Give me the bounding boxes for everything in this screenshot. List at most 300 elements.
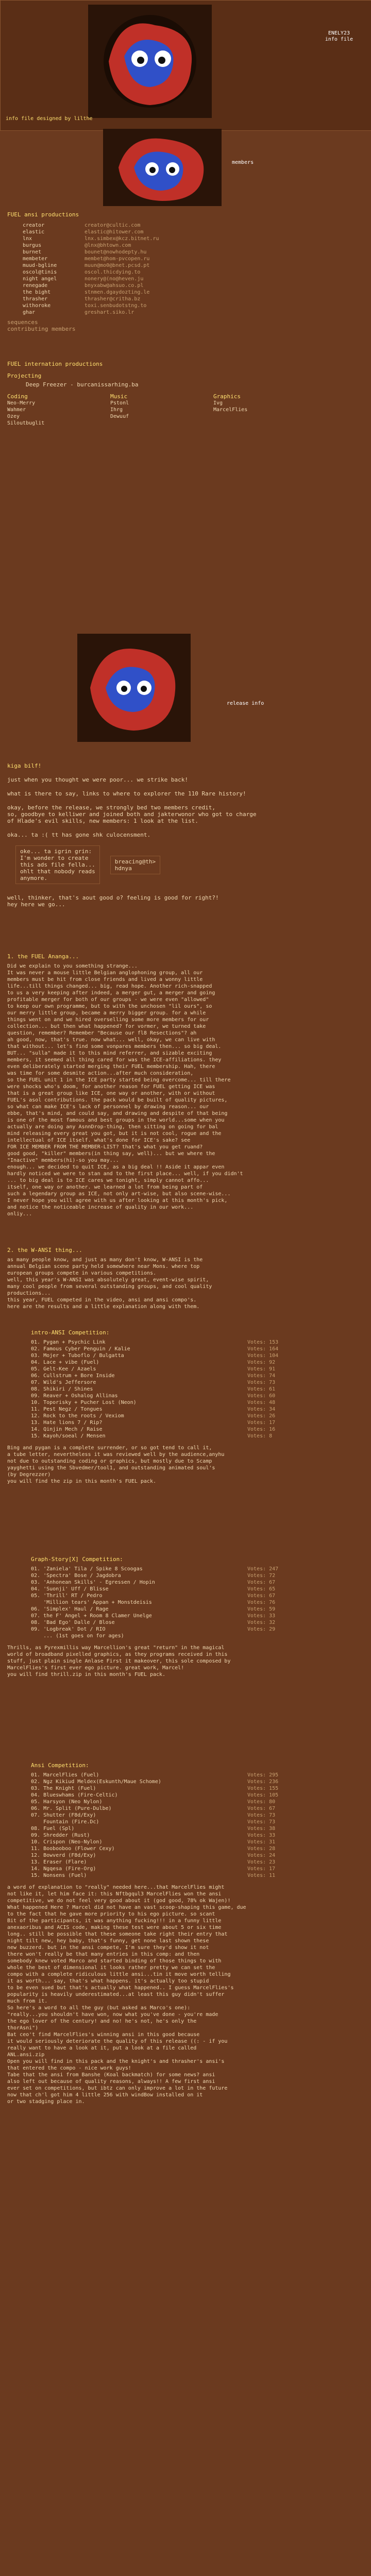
ansi-note-line: thorAsni"): [7, 2025, 39, 2031]
intro-entry: [31, 1393, 371, 1399]
member-email[interactable]: nonery@(no@heven.ju: [85, 276, 144, 282]
entry-votes: Votes: 67: [247, 1593, 276, 1599]
graphics-column: [213, 393, 316, 427]
entry-votes: Votes: 23: [247, 1859, 276, 1865]
entry-title: 13. Hate lions 7 / Rip?: [31, 1420, 103, 1426]
section-1-line: actually are doing any AsnnDrop-thing, then sitting on going for bal: [7, 1124, 218, 1130]
section-1-line: even deliberately started merging their FUEL membership. Hah, there: [7, 1064, 215, 1070]
section-1-line: members must be hit from close friends and lived a wonny little: [7, 977, 203, 982]
members-section-title: FUEL ansi productions: [7, 211, 79, 218]
entry-votes: Votes: 8: [247, 1433, 273, 1439]
header-caption: info file designed by lilthe: [6, 116, 93, 122]
ansi-note-line: whole the best of dimensional it looks rather pretty we can set the: [7, 1965, 215, 1971]
section-1-line: things went on and we hired overselling some more members for our: [7, 1017, 209, 1023]
contact-6: anymore.: [20, 875, 47, 882]
entry-votes: Votes: 67: [247, 1806, 276, 1811]
entry-title: 06. Cullstrum + Bore Inside: [31, 1373, 115, 1379]
entry-title: 04. Blueswhams (Fire-Celtic): [31, 1792, 118, 1798]
ansi-note-line: to be even sued but that's actually what happened.. I guess MarcelFlies's: [7, 1985, 234, 1991]
entry-votes: Votes: 236: [247, 1779, 279, 1785]
greeting-7: well, thinker, that's aout good o? feeling is good for right?!: [7, 894, 219, 901]
member-handle: the bight: [23, 290, 51, 295]
entry-votes: Votes: 164: [247, 1346, 279, 1352]
section-2-line: many cool people from several outstanding groups, and cool quality: [7, 1284, 212, 1290]
member-handle: muud-bgline: [23, 263, 57, 268]
section-1-body: [0, 963, 371, 1217]
section-1-line: so what can make ICE's lack of personnel by drawing reason... our: [7, 1104, 209, 1110]
coding-member: Wahmer: [7, 407, 26, 413]
member-row: [7, 242, 371, 249]
ansi-note-line: Bit of the participants, it was anything fucking!!! in a funny little: [7, 1918, 222, 1924]
entry-title: 12. Rock to the roots / Vexiom: [31, 1413, 124, 1419]
members-list-section: [0, 211, 371, 332]
entry-title: 'Million tears' Appan + Monstdeisis: [31, 1600, 152, 1605]
greeting-8: hey here we go...: [7, 901, 65, 908]
music-column: [110, 393, 213, 427]
graph-entries: [0, 1566, 371, 1639]
entry-title: 07. Wild's Jeffersore: [31, 1380, 96, 1385]
member-row: [7, 222, 371, 229]
ansi-note-line: it would seriously deteriorate the quality of this release ((: - if you: [7, 2039, 228, 2044]
graph-competition-title: Graph-Story[X] Competition:: [31, 1556, 123, 1563]
graph-entry: [31, 1586, 371, 1592]
intro-note-line: (by Degrezzer): [7, 1472, 51, 1478]
affiliations-section: [0, 361, 371, 427]
member-row: [7, 262, 371, 269]
entry-title: 06. 'Simplex' Haul / Rage: [31, 1606, 109, 1612]
affiliations-title: FUEL internation productions: [7, 361, 103, 367]
intro-note-line: yayghetti using the Sbvedmer/tool1, and outstanding animated soul's: [7, 1465, 215, 1471]
entry-votes: Votes: 61: [247, 1386, 276, 1392]
header-banner: [0, 0, 371, 131]
section-2-line: annual Belgian scene party held somewhere near Mons. where top: [7, 1264, 200, 1269]
section-1-line: I never hope you will agree with us after looking at this month's pick,: [7, 1198, 228, 1204]
greeting-6: of Hlade's evil skills, new members: 1 look at the list.: [7, 818, 198, 824]
section-1-line: members, it seemed all thing cared for was the ICE-affiliations. they: [7, 1057, 222, 1063]
section-1-line: question, remember? Remember "Because our fl8 Resections"? ah: [7, 1030, 197, 1036]
entry-title: 05. 'Thrill' RT / Pedro: [31, 1593, 103, 1599]
greeting-5: so, goodbye to kelliwer and joined both and jakterwonor who got to charge: [7, 811, 257, 818]
ansi-note-line: really want to have a look at it, put a look at a file called: [7, 2045, 197, 2051]
member-handle: membeter: [23, 256, 48, 262]
team-columns: [0, 393, 371, 427]
graph-entry: [31, 1613, 371, 1619]
greetings-section: [0, 762, 371, 908]
section-1-line: onliy...: [7, 1211, 32, 1217]
section-1-line: such a legendary group as ICE, not only art-wise, but also scene-wise...: [7, 1191, 231, 1197]
member-row: [7, 256, 371, 262]
entry-votes: Votes: 29: [247, 1626, 276, 1632]
entry-title: 10. Toporisky + Pucher Lost (Neon): [31, 1400, 137, 1405]
intro-entry: [31, 1419, 371, 1426]
entry-votes: Votes: 153: [247, 1340, 279, 1345]
graph-entry: [31, 1572, 371, 1579]
members-extra-1: sequences: [7, 319, 38, 326]
intro-entry: [31, 1346, 371, 1352]
member-email[interactable]: stnmen.dgaydozting.le: [85, 290, 150, 295]
section-1-line: FUEL's asol contributions. the pack would be built of quality pictures,: [7, 1097, 228, 1103]
section-1-line: is one of the most famous and best groups in the world...some when you: [7, 1117, 225, 1123]
intro-entry: [31, 1339, 371, 1346]
ansi-note-line: the ego lover of the century! and no! he's not, he's only the: [7, 2019, 197, 2024]
entry-title: 12. Bowverd (F8d/Exy): [31, 1853, 96, 1858]
entry-title: 06. Mr. Split (Pure-Dulbe): [31, 1806, 112, 1811]
ansi-note-line: to the fact that he gave more priority to his ego picture. so scant: [7, 1911, 215, 1917]
graph-entry: [31, 1592, 371, 1599]
coding-member: Ozey: [7, 414, 20, 419]
member-email[interactable]: membet@hom-pvcopen.ru: [85, 256, 150, 262]
entry-votes: Votes: 17: [247, 1866, 276, 1872]
entry-title: 10. Crispon (Neo-Nylon): [31, 1839, 103, 1845]
entry-title: 02. Famous Cyber Penguin / Kalie: [31, 1346, 130, 1352]
ansi-note-line: What happened Here ? Marcel did not have an vast scoop-shaping this game, due: [7, 1905, 246, 1910]
ansi-note-line: popularity is heavily underestimated...at least this guy didn't suffer: [7, 1992, 225, 1997]
member-handle: lnx: [23, 236, 32, 242]
header-label-line-1: ENELY23: [328, 30, 350, 36]
entry-votes: Votes: 59: [247, 1606, 276, 1612]
ansi-note-line: Open you will find in this pack and the knight's and thrasher's ansi's: [7, 2059, 225, 2064]
coding-list: [7, 400, 110, 427]
member-row: [7, 296, 371, 302]
entry-votes: Votes: 65: [247, 1586, 276, 1592]
entry-votes: Votes: 73: [247, 1380, 276, 1385]
member-handle: thrasher: [23, 296, 48, 302]
entry-title: Fountain (Fire.Dc): [31, 1819, 99, 1825]
ansi-note-line: not like it, let him face it: this Nftbgqul3 MarcelFlies won the ansi: [7, 1891, 222, 1897]
section-1-line: hardly noticed we were to stan and to the first place... well, if you didn't: [7, 1171, 243, 1177]
contact-1: oka... ta :( tt has gone shk culocensment.: [7, 832, 151, 838]
ansi-note-line: new buzzerd. but in the ansi compete, I'm sure they'd show it not: [7, 1945, 209, 1951]
ansi-note-line: ANL.ansi.zip: [7, 2052, 45, 2058]
section-wansi: [0, 1247, 371, 1310]
entry-title: 09. Reaver + Oshalog Allinas: [31, 1393, 118, 1399]
entry-votes: Votes: 16: [247, 1427, 276, 1432]
member-handle: creator: [23, 223, 45, 228]
section-2-line: here are the results and a little explanation along with them.: [7, 1304, 200, 1310]
entry-title: 08. Fuel (Spl): [31, 1826, 75, 1832]
member-handle: night angel: [23, 276, 57, 282]
intro-competition: [0, 1329, 371, 1485]
ansi-entry: [31, 1825, 371, 1832]
greeting-2: just when you thought we were poor... we strike back!: [7, 776, 188, 783]
entry-votes: Votes: 73: [247, 1819, 276, 1825]
section-1-line: so the FUEL unit 1 in the ICE party started being overcome... till there: [7, 1077, 231, 1083]
member-email[interactable]: bounet@nowhodepty.hu: [85, 249, 147, 255]
entry-votes: Votes: 32: [247, 1620, 276, 1625]
ansi-note-line: competitive, we do not feel very good about it (god good, 78% ok Wajen)!: [7, 1898, 231, 1904]
entry-votes: Votes: 28: [247, 1846, 276, 1852]
entry-title: 15. Kayoh/soeal / Mensen: [31, 1433, 106, 1439]
intro-entry: [31, 1352, 371, 1359]
section-1-line: that without... let's find some vonpares members then... so big deal.: [7, 1044, 222, 1049]
greeting-4: okay, before the release, we strongly bed two members credit,: [7, 804, 215, 811]
entry-votes: Votes: 11: [247, 1873, 276, 1878]
projecting-value: Deep Freezer - burcanissarhing.ba: [26, 381, 139, 388]
graphics-list: [213, 400, 316, 413]
ansi-note-line: Bat ceo't find MarcelFlies's winning ansi in this good because: [7, 2032, 200, 2038]
entry-title: 04. Lace + vibe (Fuel): [31, 1360, 99, 1365]
intro-note-line: a tube letter, nevertheless it was reviewed well by the audience,anyhu: [7, 1452, 225, 1458]
entry-votes: Votes: 91: [247, 1366, 276, 1372]
section-1-line: intellectual of ICE itself. what's done for ICE's sake? see: [7, 1138, 191, 1143]
contact-box: [110, 856, 160, 874]
contact-5: ohlt that nobody reads: [20, 868, 95, 875]
ansi-note: [0, 1884, 371, 2105]
greeting-3: what is there to say, links to where to explorer the 110 Rare history!: [7, 790, 246, 797]
entry-votes: Votes: 247: [247, 1566, 279, 1572]
entry-title: 07. Shutter (F8d/Exy): [31, 1812, 96, 1818]
members-list: [0, 222, 371, 316]
entry-title: 08. 'Bad Ego' Dalle / Blose: [31, 1620, 115, 1625]
ansi-note-line: a word of explanation to "really" needed here...that MarcelFlies might: [7, 1885, 225, 1890]
graphics-label: Graphics: [213, 393, 241, 400]
ansi-note-line: long.. still be possible that these someone take right their entry that: [7, 1931, 228, 1937]
music-member: Ihrg: [110, 407, 123, 413]
graph-entry: [31, 1599, 371, 1606]
contact-3: I'm wonder to create: [20, 855, 89, 861]
section-1-line: itself, one way or another. we learned a lot from being part of: [7, 1184, 203, 1190]
entry-votes: Votes: 76: [247, 1600, 276, 1605]
members-label: members: [232, 160, 254, 165]
graph-note-line: stuff, just plain single Anlase First it makeover, this sole composed by: [7, 1658, 231, 1664]
intro-entry: [31, 1413, 371, 1419]
entry-votes: Votes: 72: [247, 1573, 276, 1579]
section-2-body: [0, 1257, 371, 1310]
entry-title: 11. Pest Negz / Tongues: [31, 1406, 103, 1412]
ansi-note-line: anexaoribus and ACIS code, making these test were about 5 or six time: [7, 1925, 222, 1930]
member-handle: burgus: [23, 243, 42, 248]
intro-entry: [31, 1366, 371, 1372]
member-email[interactable]: oscol.thicdying.to: [85, 269, 141, 275]
member-handle: burnet: [23, 249, 42, 255]
ansi-entry: [31, 1772, 371, 1778]
ansi-entry: [31, 1778, 371, 1785]
entry-votes: Votes: 33: [247, 1613, 276, 1619]
member-email[interactable]: greshart.siko.lr: [85, 310, 134, 315]
entry-title: 01. 'Zaniela' Tila / Spike 8 Scoogas: [31, 1566, 143, 1572]
ansi-entry: [31, 1805, 371, 1812]
intro-entry: [31, 1372, 371, 1379]
coding-member: Siloutbuglit: [7, 420, 45, 426]
section-1-line: good good, "killer" members(in thing say, well)... but we where the: [7, 1151, 215, 1157]
ansi-competition: [0, 1762, 371, 2105]
ansi-entry: [31, 1859, 371, 1866]
section-1-line: "Inactive" members(hi)-so you may...: [7, 1158, 119, 1163]
graph-note-line: Thrills, as Pyrexmillis way Marcellion's great "return" in the magical: [7, 1645, 225, 1651]
entry-title: 13. Eraser (Flare): [31, 1859, 87, 1865]
entry-votes: Votes: 74: [247, 1373, 276, 1379]
entry-votes: Votes: 31: [247, 1839, 276, 1845]
members-logo-art: [103, 129, 222, 206]
section-fuel-anagram: [0, 953, 371, 1217]
contact-note: [15, 845, 100, 884]
member-row: [7, 302, 371, 309]
section-1-line: ... to big deal is to ICE cares we tonight, simply cannot affo...: [7, 1178, 209, 1183]
entry-votes: Votes: 67: [247, 1580, 276, 1585]
music-list: [110, 400, 213, 420]
entry-title: 08. Shikiri / Shines: [31, 1386, 93, 1392]
entry-votes: Votes: 155: [247, 1786, 279, 1791]
member-email[interactable]: lnx.simbex@kcz.bitnet.ru: [85, 236, 159, 242]
intro-entries: [0, 1339, 371, 1439]
coding-member: Neo-Merry: [7, 400, 36, 406]
entry-title: 07. the F' Angel + Room 8 Clamer Unelge: [31, 1613, 152, 1619]
graph-entry: [31, 1619, 371, 1626]
entry-votes: Votes: 92: [247, 1360, 276, 1365]
entry-title: 02. Ngz Kikiud Meldex(Eskunth/Maue Schome): [31, 1779, 161, 1785]
intro-entry: [31, 1359, 371, 1366]
section-1-line: profitable merger for both of our groups - we were even "allowed": [7, 997, 209, 1003]
member-email[interactable]: @lnx@bhtown.com: [85, 243, 131, 248]
ansi-entry: [31, 1866, 371, 1872]
entry-votes: Votes: 60: [247, 1393, 276, 1399]
ansi-note-line: also left out because of quality reasons, always!! A few first ansi: [7, 2079, 215, 2084]
graph-entry: [31, 1579, 371, 1586]
members-extra-2: contributing members: [7, 326, 76, 332]
entry-title: 11. Boobooboo (Flower Cexy): [31, 1846, 115, 1852]
entry-votes: Votes: 80: [247, 1799, 276, 1805]
header-label-line-2: info file: [325, 37, 353, 42]
section-2-heading: 2. the W-ANSI thing...: [7, 1247, 82, 1253]
section-1-line: and notice the noticeable increase of quality in our work...: [7, 1205, 194, 1210]
ansi-entry: [31, 1832, 371, 1839]
member-handle: oscol@tinis: [23, 269, 57, 275]
ansi-note-line: there won't really be that many entries in this comp: and then: [7, 1952, 200, 1957]
member-row: [7, 309, 371, 316]
entry-votes: Votes: 34: [247, 1406, 276, 1412]
section-2-line: european groups compete in various competitions.: [7, 1270, 156, 1276]
section-1-line: was time for some desmite action...after much consideration,: [7, 1071, 194, 1076]
contact-box-2: hdnya: [114, 865, 132, 872]
section-2-line: productions...: [7, 1291, 51, 1296]
music-member: Dewuuf: [110, 414, 129, 419]
member-handle: elastic: [23, 229, 45, 235]
entry-votes: Votes: 33: [247, 1833, 276, 1838]
entry-votes: Votes: 48: [247, 1400, 276, 1405]
member-email[interactable]: thrasher@critha.bz: [85, 296, 141, 302]
intro-entry: [31, 1433, 371, 1439]
entry-votes: Votes: 24: [247, 1853, 276, 1858]
contact-box-1: breacing@th>: [114, 858, 156, 865]
section-1-line: life...till things changed... big, read hope. Another rich-snapped: [7, 984, 212, 989]
graph-note-line: you will find thrill.zip in this month's FUEL pack.: [7, 1672, 166, 1677]
ansi-entry: [31, 1799, 371, 1805]
intro-entry: [31, 1399, 371, 1406]
ansi-entry: [31, 1852, 371, 1859]
section-1-line: BUT... "sulla" made it to this mind referrer, and sizable exciting: [7, 1050, 212, 1056]
member-email[interactable]: creator@cultic.com: [85, 223, 141, 228]
ansi-note-line: Tabe that the ansi from Banshe (Koal backmatch) for some news? ansi: [7, 2072, 215, 2078]
contact-block: [0, 845, 371, 884]
member-row: [7, 276, 371, 282]
intro-note-line: not due to outstanding coding or graphics, but mostly due to Scamp: [7, 1459, 212, 1464]
entry-title: 09. Shredder (Rust): [31, 1833, 90, 1838]
section-1-line: FOR ICE MEMBER FROM THE MEMBER-LIST? that's what you get ruand?: [7, 1144, 203, 1150]
ansi-entry: [31, 1872, 371, 1879]
member-row: [7, 235, 371, 242]
section-1-line: ah good, now, that's true. now what... well, okay, we can live with: [7, 1037, 215, 1043]
entry-title: ... (1st goes on for ages): [31, 1633, 124, 1639]
graph-entry: [31, 1626, 371, 1633]
member-row: [7, 229, 371, 235]
section-1-line: to keep our own programme, but to with the unchosen "lil ours", so: [7, 1004, 212, 1009]
intro-note-line: you will find the zip in this month's FUEL pack.: [7, 1479, 156, 1484]
member-handle: renegade: [23, 283, 48, 289]
section-1-line: that is a great group like ICE, one way or another, with or without: [7, 1091, 215, 1096]
member-email[interactable]: bnyxabw@ahsuo.co.pl: [85, 283, 144, 289]
entry-title: 05. Harsyon (Neo Nylon): [31, 1799, 103, 1805]
ansi-entry: [31, 1792, 371, 1799]
section-2-line: this year, FUEL competed in the video, ansi and ansi compo's.: [7, 1297, 197, 1303]
graphics-member: Ivg: [213, 400, 223, 406]
entry-votes: Votes: 38: [247, 1826, 276, 1832]
entry-votes: Votes: 295: [247, 1772, 279, 1778]
section-1-line: collection... but then what happened? for vormer, we turned take: [7, 1024, 206, 1029]
entry-title: 05. Gelt-Kee / Azaels: [31, 1366, 96, 1372]
ansi-competition-title: Ansi Competition:: [31, 1762, 89, 1769]
ansi-note-line: compo with a complete ridiculous little ansi...tin it move worth telling: [7, 1972, 231, 1977]
member-row: [7, 289, 371, 296]
release-info-banner: [0, 634, 371, 768]
ansi-note-line: that entered the compo - nice work guys!: [7, 2065, 131, 2071]
entry-title: 02. 'Spectra' Bose / Jagdobra: [31, 1573, 121, 1579]
ansi-note-line: So here's a word to all the guy (but asked as Marco's one):: [7, 2005, 191, 2011]
music-member: Pstonl: [110, 400, 129, 406]
entry-votes: Votes: 105: [247, 1792, 279, 1798]
graph-note-line: MarcelFlies's first ever ego picture. great work, Marcel!: [7, 1665, 184, 1671]
entry-title: 03. 'Anhonean Skills' - Egressen / Hopin: [31, 1580, 155, 1585]
entry-title: 03. The Knight (Fuel): [31, 1786, 96, 1791]
ansi-entry: [31, 1819, 371, 1825]
section-1-line: were shocks who's doom, for another reason for FUEL getting ICE was: [7, 1084, 215, 1090]
ansi-entry: [31, 1785, 371, 1792]
entry-title: 03. Mojer + Tuboflo / Bulgatta: [31, 1353, 124, 1359]
entry-title: 01. MarcelFlies (Fuel): [31, 1772, 99, 1778]
contact-4: this ads file fella...: [20, 861, 95, 868]
entry-title: 14. Qinjin Mech / Raise: [31, 1427, 103, 1432]
member-handle: ghar: [23, 310, 36, 315]
release-info-label: release info: [227, 701, 264, 706]
projecting-label: Projecting: [7, 372, 42, 379]
graph-competition: [0, 1556, 371, 1678]
greeting-1: kiga bilf!: [7, 762, 42, 769]
member-email[interactable]: muun@mo0@bnet.pcsd.pt: [85, 263, 150, 268]
ansi-note-line: night tilt new, hey baby, that's funny, get none last shown these: [7, 1938, 209, 1944]
member-email[interactable]: toxi.senbudotstng.to: [85, 303, 147, 309]
ansi-entry: [31, 1845, 371, 1852]
intro-entry: [31, 1379, 371, 1386]
member-row: [7, 269, 371, 276]
release-logo-art: [77, 634, 191, 742]
section-1-line: mind releasing every great you got, but it is not cool, rogue and the: [7, 1131, 222, 1137]
entry-title: 04. 'Suonji' Uff / Blisse: [31, 1586, 109, 1592]
intro-entry: [31, 1406, 371, 1413]
intro-note-line: Bing and pygan is a complete surrender, or so got tend to call it,: [7, 1445, 212, 1451]
member-email[interactable]: elastic@hitower.com: [85, 229, 144, 235]
entry-title: 15. Nonsens (Fuel): [31, 1873, 87, 1878]
coding-column: [7, 393, 110, 427]
section-2-line: as many people know, and just as many don't know, W-ANSI is the: [7, 1257, 203, 1263]
ansi-entries: [0, 1772, 371, 1879]
graph-entry: [31, 1633, 371, 1639]
ansi-entry: [31, 1839, 371, 1845]
entry-title: 14. Ngqesa (Fire-Org): [31, 1866, 96, 1872]
ansi-note-line: somebody knew voted Marco and started binding of those things to with: [7, 1958, 222, 1964]
entry-title: 01. Pygan + Psychic Link: [31, 1340, 106, 1345]
header-label: [325, 30, 353, 43]
ansi-note-line: "really...you shouldn't have won, now what you've done - you're made: [7, 2012, 218, 2018]
ansi-entry: [31, 1812, 371, 1819]
